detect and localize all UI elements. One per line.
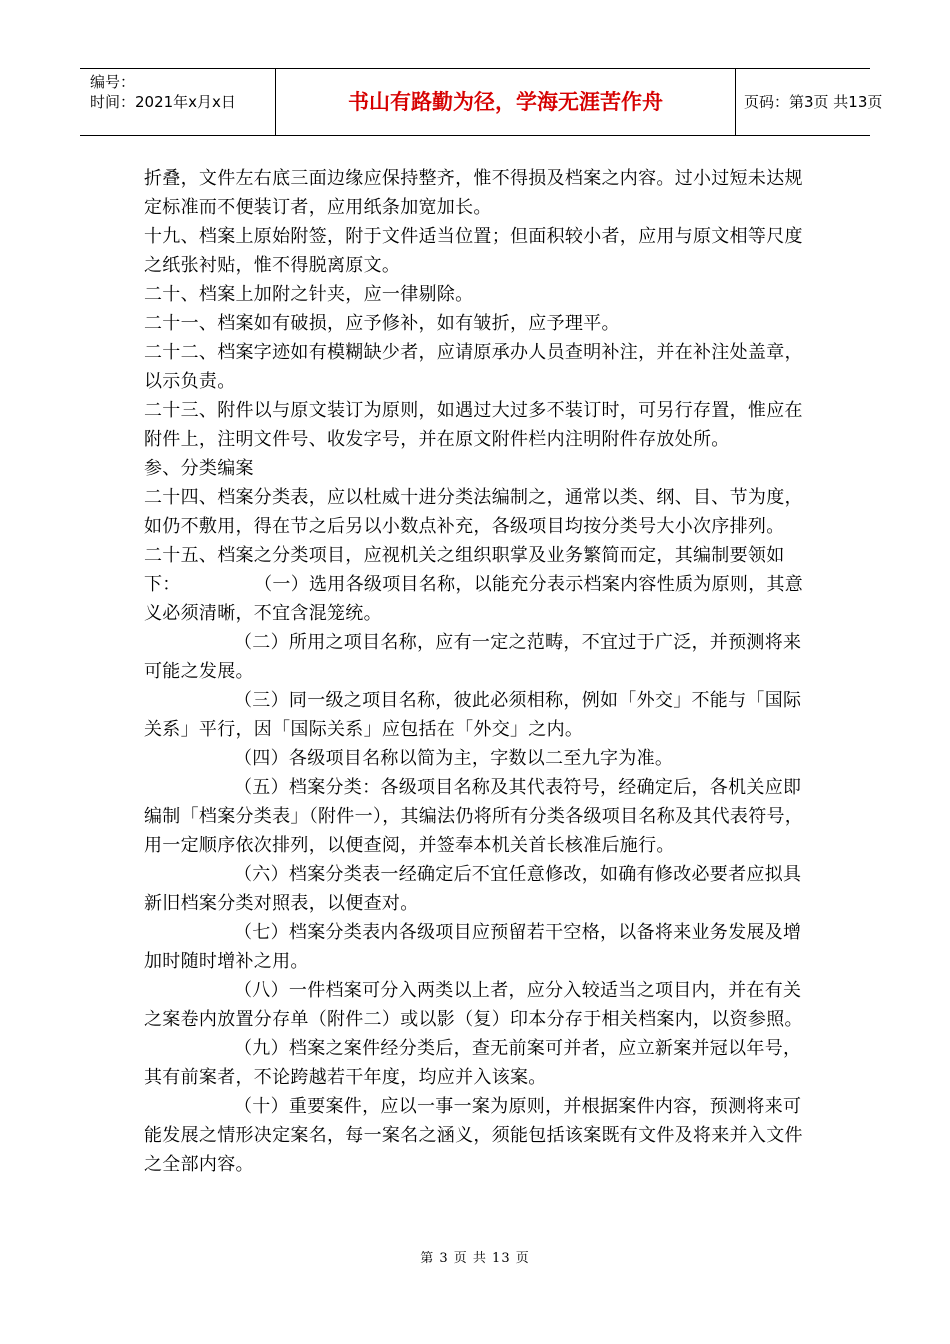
document-date: 时间：2021年x月x日 (90, 93, 236, 111)
paragraph: 二十一、档案如有破损，应予修补，如有皱折，应予理平。 (144, 313, 620, 334)
sub-item: （五）档案分类：各级项目名称及其代表符号，经确定后，各机关应即编制「档案分类表」（附件一），其编法仍将所有分类各级项目名称及其代表符号，用一定顺序依次排列，以便查阅，并签奉本机关首长核准后施行。 (144, 777, 804, 856)
section-heading: 参、分类编案 (144, 458, 254, 479)
paragraph: 二十五、档案之分类项目，应视机关之组织职掌及业务繁简而定，其编制要领如下： （一）选用各级项目名称，以能充分表示档案内容性质为原则，其意义必须清晰，不宜含混笼统。 (144, 545, 804, 624)
sub-item: （四）各级项目名称以简为主，字数以二至九字为准。 (234, 748, 674, 769)
sub-item: （二）所用之项目名称，应有一定之范畴，不宜过于广泛，并预测将来可能之发展。 (144, 632, 802, 682)
document-body (144, 164, 810, 1179)
sub-item: （八）一件档案可分入两类以上者，应分入较适当之项目内，并在有关之案卷内放置分存单（附件二）或以影（复）印本分存于相关档案内，以资参照。 (144, 980, 803, 1030)
sub-item: （七）档案分类表内各级项目应预留若干空格，以备将来业务发展及增加时随时增补之用。 (144, 922, 802, 972)
sub-item: （六）档案分类表一经确定后不宜任意修改，如确有修改必要者应拟具新旧档案分类对照表，以便查对。 (144, 864, 802, 914)
page-footer: 第 3 页 共 13 页 (420, 1251, 530, 1266)
paragraph: 二十四、档案分类表，应以杜威十进分类法编制之，通常以类、纲、目、节为度，如仍不敷用，得在节之后另以小数点补充，各级项目均按分类号大小次序排列。 (144, 487, 803, 537)
sub-item: （十）重要案件，应以一事一案为原则，并根据案件内容，预测将来可能发展之情形决定案名，每一案名之涵义，须能包括该案既有文件及将来并入文件之全部内容。 (144, 1096, 803, 1175)
paragraph: 二十二、档案字迹如有模糊缺少者，应请原承办人员查明补注，并在补注处盖章，以示负责。 (144, 342, 803, 392)
sub-item: （三）同一级之项目名称，彼此必须相称，例如「外交」不能与「国际关系」平行，因「国际关系」应包括在「外交」之内。 (144, 690, 802, 740)
paragraph: 十九、档案上原始附签，附于文件适当位置；但面积较小者，应用与原文相等尺度之纸张衬贴，惟不得脱离原文。 (144, 226, 803, 276)
sub-item: （九）档案之案件经分类后，查无前案可并者，应立新案并冠以年号，其有前案者，不论跨越若干年度，均应并入该案。 (144, 1038, 802, 1088)
paragraph: 二十三、附件以与原文装订为原则，如遇过大过多不装订时，可另行存置，惟应在附件上，注明文件号、收发字号，并在原文附件栏内注明附件存放处所。 (144, 400, 803, 450)
page-header (80, 68, 883, 136)
document-number-label: 编号： (90, 73, 136, 91)
header-page-info: 页码：第3页 共13页 (744, 93, 883, 111)
paragraph: 折叠，文件左右底三面边缘应保持整齐，惟不得损及档案之内容。过小过短未达规定标准而不便装订者，应用纸条加宽加长。 (144, 168, 803, 218)
header-motto: 书山有路勤为径，学海无涯苦作舟 (276, 69, 736, 135)
paragraph: 二十、档案上加附之针夹，应一律剔除。 (144, 284, 474, 305)
header-meta (80, 69, 276, 135)
